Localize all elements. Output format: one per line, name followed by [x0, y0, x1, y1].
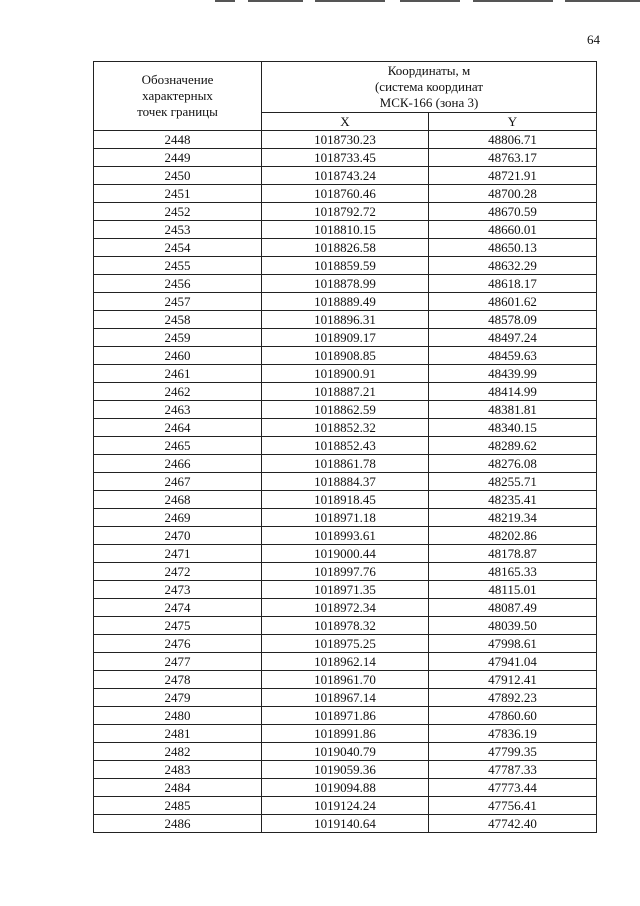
x-coordinate-cell: 1018878.99: [262, 275, 429, 293]
x-coordinate-cell: 1018743.24: [262, 167, 429, 185]
table-row: [94, 437, 597, 455]
y-coordinate-cell: 48670.59: [429, 203, 597, 221]
coordinates-header-line: МСК-166 (зона 3): [379, 95, 479, 110]
table-row: [94, 293, 597, 311]
table-row: [94, 689, 597, 707]
point-id-cell: 2480: [94, 707, 262, 725]
x-coordinate-cell: 1018908.85: [262, 347, 429, 365]
x-coordinate-cell: 1018962.14: [262, 653, 429, 671]
table-row: [94, 131, 597, 149]
y-coordinate-cell: 48721.91: [429, 167, 597, 185]
y-coordinate-cell: 48618.17: [429, 275, 597, 293]
point-id-cell: 2450: [94, 167, 262, 185]
point-id-cell: 2483: [94, 761, 262, 779]
table-row: [94, 797, 597, 815]
y-coordinate-cell: 48578.09: [429, 311, 597, 329]
y-coordinate-cell: 47860.60: [429, 707, 597, 725]
table-row: [94, 419, 597, 437]
point-id-cell: 2453: [94, 221, 262, 239]
page-number: 64: [587, 32, 600, 47]
table-row: [94, 761, 597, 779]
table-row: [94, 635, 597, 653]
y-coordinate-cell: 48219.34: [429, 509, 597, 527]
y-coordinate-cell: 48381.81: [429, 401, 597, 419]
table-row: [94, 563, 597, 581]
y-coordinate-cell: 47773.44: [429, 779, 597, 797]
point-name-header-line: точек границы: [137, 104, 218, 119]
scan-edge-marks: [215, 0, 640, 3]
y-coordinate-cell: 47799.35: [429, 743, 597, 761]
point-id-cell: 2468: [94, 491, 262, 509]
point-id-cell: 2459: [94, 329, 262, 347]
table-row: [94, 275, 597, 293]
point-id-cell: 2470: [94, 527, 262, 545]
point-id-cell: 2456: [94, 275, 262, 293]
y-coordinate-cell: 48202.86: [429, 527, 597, 545]
x-coordinate-cell: 1018971.86: [262, 707, 429, 725]
table-row: [94, 221, 597, 239]
table-row: [94, 383, 597, 401]
point-id-cell: 2477: [94, 653, 262, 671]
table-header-row: [94, 62, 597, 113]
point-id-cell: 2460: [94, 347, 262, 365]
table-row: [94, 815, 597, 833]
x-coordinate-cell: 1018792.72: [262, 203, 429, 221]
x-coordinate-cell: 1018852.43: [262, 437, 429, 455]
y-coordinate-cell: 48650.13: [429, 239, 597, 257]
x-coordinate-cell: 1018961.70: [262, 671, 429, 689]
table-row: [94, 347, 597, 365]
x-coordinate-cell: 1019059.36: [262, 761, 429, 779]
coordinates-table: [93, 61, 597, 833]
table-row: [94, 257, 597, 275]
x-coordinate-cell: 1019124.24: [262, 797, 429, 815]
y-coordinate-cell: 48340.15: [429, 419, 597, 437]
y-coordinate-cell: 48497.24: [429, 329, 597, 347]
point-id-cell: 2482: [94, 743, 262, 761]
point-id-cell: 2486: [94, 815, 262, 833]
point-id-cell: 2475: [94, 617, 262, 635]
y-coordinate-cell: 47912.41: [429, 671, 597, 689]
point-id-cell: 2458: [94, 311, 262, 329]
x-coordinate-cell: 1019040.79: [262, 743, 429, 761]
table-row: [94, 707, 597, 725]
point-id-cell: 2466: [94, 455, 262, 473]
x-coordinate-cell: 1018918.45: [262, 491, 429, 509]
point-id-cell: 2454: [94, 239, 262, 257]
point-id-cell: 2448: [94, 131, 262, 149]
table-row: [94, 545, 597, 563]
coordinates-header-line: Координаты, м: [387, 63, 471, 78]
x-coordinate-cell: 1018967.14: [262, 689, 429, 707]
point-id-cell: 2481: [94, 725, 262, 743]
x-coordinate-cell: 1019094.88: [262, 779, 429, 797]
table-row: [94, 725, 597, 743]
table-body: [94, 131, 597, 833]
x-coordinate-cell: 1018859.59: [262, 257, 429, 275]
point-id-cell: 2467: [94, 473, 262, 491]
y-coordinate-cell: 48165.33: [429, 563, 597, 581]
y-coordinate-cell: 47998.61: [429, 635, 597, 653]
point-id-cell: 2455: [94, 257, 262, 275]
y-coordinate-cell: 48601.62: [429, 293, 597, 311]
y-coordinate-cell: 48235.41: [429, 491, 597, 509]
point-id-cell: 2469: [94, 509, 262, 527]
table-row: [94, 149, 597, 167]
x-coordinate-cell: 1018991.86: [262, 725, 429, 743]
point-id-cell: 2484: [94, 779, 262, 797]
x-coordinate-cell: 1018826.58: [262, 239, 429, 257]
x-coordinate-cell: 1018975.25: [262, 635, 429, 653]
y-column-header: Y: [429, 113, 597, 131]
point-id-cell: 2464: [94, 419, 262, 437]
table-row: [94, 581, 597, 599]
y-coordinate-cell: 48806.71: [429, 131, 597, 149]
y-coordinate-cell: 48414.99: [429, 383, 597, 401]
x-coordinate-cell: 1018889.49: [262, 293, 429, 311]
x-coordinate-cell: 1019000.44: [262, 545, 429, 563]
point-id-cell: 2451: [94, 185, 262, 203]
table-row: [94, 401, 597, 419]
table-row: [94, 167, 597, 185]
table-row: [94, 311, 597, 329]
table-row: [94, 491, 597, 509]
y-coordinate-cell: 47756.41: [429, 797, 597, 815]
point-name-header-line: Обозначение: [141, 72, 214, 87]
table-row: [94, 671, 597, 689]
x-coordinate-cell: 1018997.76: [262, 563, 429, 581]
point-id-cell: 2449: [94, 149, 262, 167]
table-row: [94, 743, 597, 761]
y-coordinate-cell: 48255.71: [429, 473, 597, 491]
table-row: [94, 203, 597, 221]
point-id-cell: 2472: [94, 563, 262, 581]
coordinates-header-line: (система координат: [374, 79, 484, 94]
coordinates-header: [262, 62, 597, 113]
table-row: [94, 527, 597, 545]
x-coordinate-cell: 1018971.18: [262, 509, 429, 527]
point-name-header: [94, 62, 262, 131]
x-coordinate-cell: 1018884.37: [262, 473, 429, 491]
x-coordinate-cell: 1018733.45: [262, 149, 429, 167]
point-id-cell: 2463: [94, 401, 262, 419]
x-coordinate-cell: 1018861.78: [262, 455, 429, 473]
table-row: [94, 473, 597, 491]
x-coordinate-cell: 1018909.17: [262, 329, 429, 347]
point-id-cell: 2471: [94, 545, 262, 563]
table-row: [94, 617, 597, 635]
y-coordinate-cell: 47742.40: [429, 815, 597, 833]
y-coordinate-cell: 48700.28: [429, 185, 597, 203]
table-row: [94, 653, 597, 671]
y-coordinate-cell: 48039.50: [429, 617, 597, 635]
point-id-cell: 2452: [94, 203, 262, 221]
table-row: [94, 329, 597, 347]
x-coordinate-cell: 1018887.21: [262, 383, 429, 401]
y-coordinate-cell: 47892.23: [429, 689, 597, 707]
point-id-cell: 2476: [94, 635, 262, 653]
point-id-cell: 2462: [94, 383, 262, 401]
x-coordinate-cell: 1018972.34: [262, 599, 429, 617]
point-id-cell: 2474: [94, 599, 262, 617]
y-coordinate-cell: 48439.99: [429, 365, 597, 383]
x-coordinate-cell: 1018730.23: [262, 131, 429, 149]
y-coordinate-cell: 48289.62: [429, 437, 597, 455]
x-coordinate-cell: 1018993.61: [262, 527, 429, 545]
x-coordinate-cell: 1018896.31: [262, 311, 429, 329]
y-coordinate-cell: 48087.49: [429, 599, 597, 617]
y-coordinate-cell: 47941.04: [429, 653, 597, 671]
x-column-header: X: [262, 113, 429, 131]
x-coordinate-cell: 1018862.59: [262, 401, 429, 419]
y-coordinate-cell: 47836.19: [429, 725, 597, 743]
table-row: [94, 239, 597, 257]
x-coordinate-cell: 1018810.15: [262, 221, 429, 239]
point-id-cell: 2479: [94, 689, 262, 707]
point-id-cell: 2457: [94, 293, 262, 311]
x-coordinate-cell: 1018760.46: [262, 185, 429, 203]
table-row: [94, 185, 597, 203]
y-coordinate-cell: 47787.33: [429, 761, 597, 779]
x-coordinate-cell: 1018978.32: [262, 617, 429, 635]
table-row: [94, 509, 597, 527]
point-id-cell: 2478: [94, 671, 262, 689]
y-coordinate-cell: 48660.01: [429, 221, 597, 239]
y-coordinate-cell: 48178.87: [429, 545, 597, 563]
y-coordinate-cell: 48276.08: [429, 455, 597, 473]
point-id-cell: 2473: [94, 581, 262, 599]
table-row: [94, 365, 597, 383]
point-id-cell: 2485: [94, 797, 262, 815]
y-coordinate-cell: 48459.63: [429, 347, 597, 365]
x-coordinate-cell: 1018852.32: [262, 419, 429, 437]
point-id-cell: 2465: [94, 437, 262, 455]
table-row: [94, 779, 597, 797]
x-coordinate-cell: 1018971.35: [262, 581, 429, 599]
x-coordinate-cell: 1018900.91: [262, 365, 429, 383]
y-coordinate-cell: 48632.29: [429, 257, 597, 275]
table-row: [94, 455, 597, 473]
y-coordinate-cell: 48115.01: [429, 581, 597, 599]
x-coordinate-cell: 1019140.64: [262, 815, 429, 833]
table-row: [94, 599, 597, 617]
point-id-cell: 2461: [94, 365, 262, 383]
point-name-header-line: характерных: [142, 88, 213, 103]
y-coordinate-cell: 48763.17: [429, 149, 597, 167]
